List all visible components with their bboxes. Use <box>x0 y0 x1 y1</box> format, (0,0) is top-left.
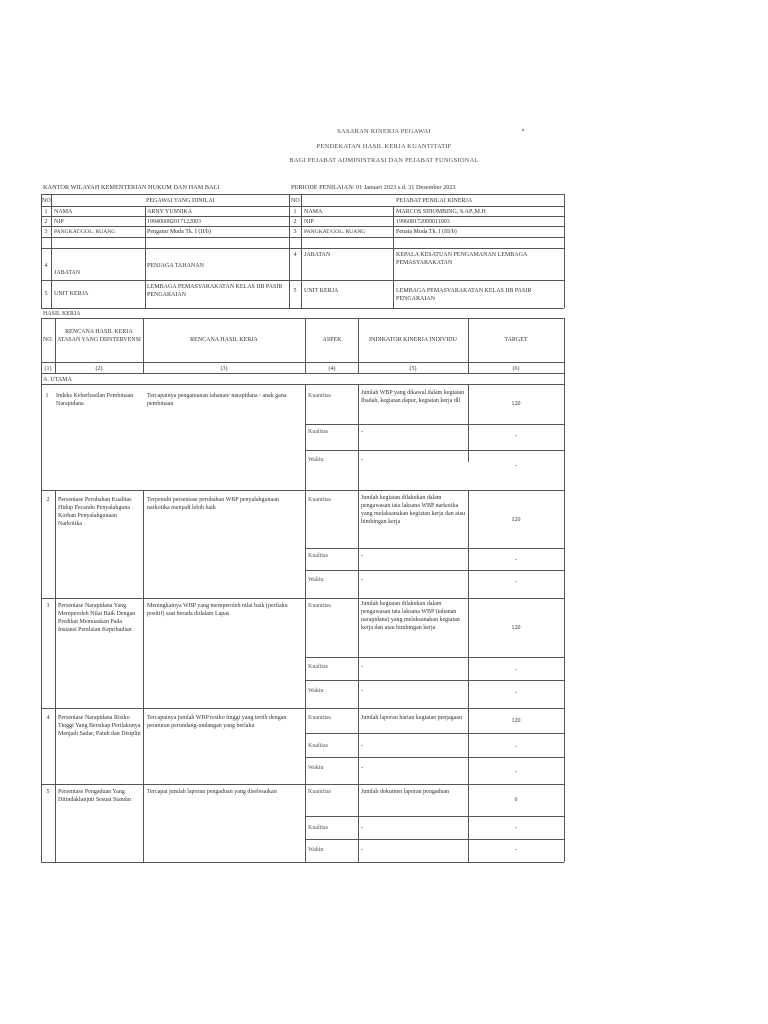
item-aspek: Waktu <box>308 688 324 694</box>
item-atasan: Persentase Narapidana Risiko Tinggi Yang Bersikap Perilakunya Menjadi Sadar, Patuh dan Disiplin <box>58 715 141 737</box>
col-number: (5) <box>409 366 417 372</box>
identity-row-label: NAMA <box>54 209 73 215</box>
item-indikator: - <box>361 429 363 435</box>
identity-row-no: 1 <box>44 209 48 215</box>
identity-row-no: 5 <box>293 288 297 294</box>
office-name: KANTOR WILAYAH KEMENTERIAN HUKUM DAN HAM BALI <box>43 184 220 191</box>
employee-name: ARNY YUSNIKA <box>147 209 193 215</box>
item-atasan: Persentase Narapidana Yang Memperoleh Nilai Baik Dengan Predikat Memuaskan Pada Instansi Penilaian Kepribadian <box>58 603 136 633</box>
identity-no-header-right: NO <box>291 198 300 204</box>
item-aspek: Kualitas <box>308 553 328 559</box>
employee-nip: 199406082017122003 <box>147 219 201 225</box>
col-number: (1) <box>44 366 52 372</box>
item-target: - <box>515 825 517 831</box>
item-target: 120 <box>511 718 521 724</box>
item-indikator: Jumlah kegiatan dilakukan dalam pengawasan tata laksana WBP (tahanan narapidana) yang melaksanakan kegiatan kerja dan atau bimbingan kerja <box>361 601 460 631</box>
identity-row-no: 3 <box>44 229 48 235</box>
item-aspek: Waktu <box>308 577 324 583</box>
identity-left-header: PEGAWAI YANG DINILAI <box>146 198 215 204</box>
col-header-target: TARGET <box>504 337 528 343</box>
item-indikator: Jumlah laporan harian kegiatan penjagaan <box>361 715 462 721</box>
item-rencana: Meningkatnya WBP yang memperoleh nilai baik (perilaku positif) saat berada didalam Lapas <box>147 603 288 617</box>
employee-position: PENJAGA TAHANAN <box>147 263 204 269</box>
assessor-nip: 199608172009011003 <box>396 219 450 225</box>
employee-rank: Pengatur Muda Tk. I (II/b) <box>147 229 212 235</box>
identity-no-header: NO <box>42 198 51 204</box>
doc-title-line-2: PENDEKATAN HASIL KERJA KUANTITATIF <box>316 143 452 150</box>
assessor-unit: LEMBAGA PEMASYARAKATAN KELAS IIB PASIR PENGARAIAN <box>396 288 532 302</box>
identity-row-label: UNIT KERJA <box>54 291 89 297</box>
item-atasan: Persentase Pengaduan Yang Ditindaklanjuti Sesuai Standar <box>58 789 132 803</box>
col-header-rencana: RENCANA HASIL KERJA <box>190 337 258 343</box>
identity-row-no: 1 <box>293 209 297 215</box>
item-rencana: Terpenuhi persentase perubahan WBP penyalahgunaan narkotika menjadi lebih baik <box>147 497 279 511</box>
item-indikator: - <box>361 577 363 583</box>
col-number: (3) <box>220 366 228 372</box>
item-no: 2 <box>46 497 50 503</box>
item-no: 3 <box>46 603 50 609</box>
identity-right-header: PEJABAT PENILAI KINERJA <box>396 198 473 204</box>
group-label: A. UTAMA <box>43 377 72 383</box>
col-header-aspek: ASPEK <box>322 337 342 343</box>
col-header-no: NO. <box>42 337 54 343</box>
identity-row-no: 4 <box>44 263 48 269</box>
identity-row-no: 2 <box>44 219 48 225</box>
item-target: - <box>515 557 517 563</box>
identity-row-no: 3 <box>293 229 297 235</box>
item-target: - <box>515 463 517 469</box>
identity-row-no: 5 <box>44 291 48 297</box>
item-aspek: Kualitas <box>308 743 328 749</box>
item-target: - <box>515 690 517 696</box>
identity-row-label: NIP <box>54 219 64 225</box>
item-aspek: Waktu <box>308 847 324 853</box>
identity-row-label: JABATAN <box>54 270 81 276</box>
item-target: - <box>515 579 517 585</box>
item-indikator: - <box>361 688 363 694</box>
item-aspek: Kuantitas <box>308 603 331 609</box>
item-aspek: Kualitas <box>308 429 328 435</box>
identity-row-label: PANGKAT/GOL. RUANG <box>54 229 116 235</box>
item-indikator: - <box>361 743 363 749</box>
col-number: (2) <box>95 366 103 372</box>
item-target: - <box>515 769 517 775</box>
identity-row-label: NIP <box>304 219 314 225</box>
item-target: - <box>515 667 517 673</box>
item-aspek: Waktu <box>308 765 324 771</box>
item-rencana: Tercapai jumlah laporan pengaduan yang diselesaikan <box>147 789 277 795</box>
item-target: 120 <box>511 401 521 407</box>
item-target: - <box>515 847 517 853</box>
item-indikator: Jumlah dokumen laporan pengaduan <box>361 789 450 795</box>
item-indikator: - <box>361 825 363 831</box>
item-rencana: Tercapainya jumlah WBP resiko tinggi yang tertib dengan peraturan perundang-undangan yang berlaku <box>147 715 287 729</box>
doc-title-line-1: SASARAN KINERJA PEGAWAI <box>337 128 431 135</box>
item-target: 6 <box>514 797 518 803</box>
item-indikator: - <box>361 553 363 559</box>
col-header-indikator: INDIKATOR KINERJA INDIVIDU <box>369 337 457 343</box>
identity-row-label: PANGKAT/GOL. RUANG <box>304 229 366 235</box>
assessor-position: KEPALA KESATUAN PENGAMANAN LEMBAGA PEMASYARAKATAN <box>396 252 527 266</box>
col-header-rencana-atasan: RENCANA HASIL KERJA ATASAN YANG DIINTERVENSI <box>57 329 141 343</box>
item-aspek: Kuantitas <box>308 497 331 503</box>
item-indikator: - <box>361 457 363 463</box>
item-atasan: Indeks Keberhasilan Pembinaan Narapidana <box>56 393 134 407</box>
period-label: PERIODE PENILAIAN: <box>291 184 355 191</box>
identity-row-no: 2 <box>293 219 297 225</box>
identity-row-no: 4 <box>293 252 297 258</box>
item-aspek: Kualitas <box>308 664 328 670</box>
item-target: 120 <box>511 625 521 631</box>
period-value: 01 Januari 2023 s.d. 31 Desember 2023 <box>356 184 456 191</box>
item-aspek: Kuantitas <box>308 393 331 399</box>
assessor-rank: Penata Muda Tk. I (III/b) <box>396 229 457 235</box>
item-aspek: Waktu <box>308 457 324 463</box>
identity-row-label: UNIT KERJA <box>304 288 339 294</box>
item-indikator: - <box>361 847 363 853</box>
item-rencana: Tercapainya pengamanan tahanan/ narapidana / anak gana pembinaan <box>147 393 287 407</box>
item-no: 5 <box>46 789 50 795</box>
section-label: HASIL KERJA <box>43 311 81 317</box>
col-number: (4) <box>328 366 336 372</box>
item-atasan: Persentase Perubahan Kualitas Hidup Pecandu Penyalahguna Korban Penyalahgunaan Narkotika <box>58 497 132 527</box>
item-indikator: Jumlah WBP yang dikawal dalam kegiatan Ibadah, kegiatan dapur, kegiatan kerja dll <box>361 390 465 404</box>
assessor-name: MARCOS SIHOMBING, S.AP.,M.H <box>396 209 486 215</box>
item-target: 120 <box>511 517 521 523</box>
identity-row-label: NAMA <box>304 209 323 215</box>
identity-row-label: JABATAN <box>304 252 331 258</box>
item-indikator: Jumlah kegiatan dilakukan dalam pengawasan tata laksana WBP narkotika yang melaksanakan kegiatan kerja dan atau bimbingan kerja <box>361 495 466 525</box>
col-number: (6) <box>512 366 520 372</box>
item-aspek: Kualitas <box>308 825 328 831</box>
item-target: - <box>515 744 517 750</box>
item-indikator: - <box>361 664 363 670</box>
item-aspek: Kuantitas <box>308 715 331 721</box>
item-no: 1 <box>45 393 49 399</box>
item-aspek: Kuantitas <box>308 789 331 795</box>
doc-title-line-3: BAGI PEJABAT ADMINISTRASI DAN PEJABAT FUNGSIONAL <box>289 157 479 164</box>
item-indikator: - <box>361 765 363 771</box>
employee-unit: LEMBAGA PEMASYARAKATAN KELAS IIB PASIR PENGARAIAN <box>147 284 283 298</box>
item-target: - <box>515 433 517 439</box>
item-no: 4 <box>46 715 50 721</box>
